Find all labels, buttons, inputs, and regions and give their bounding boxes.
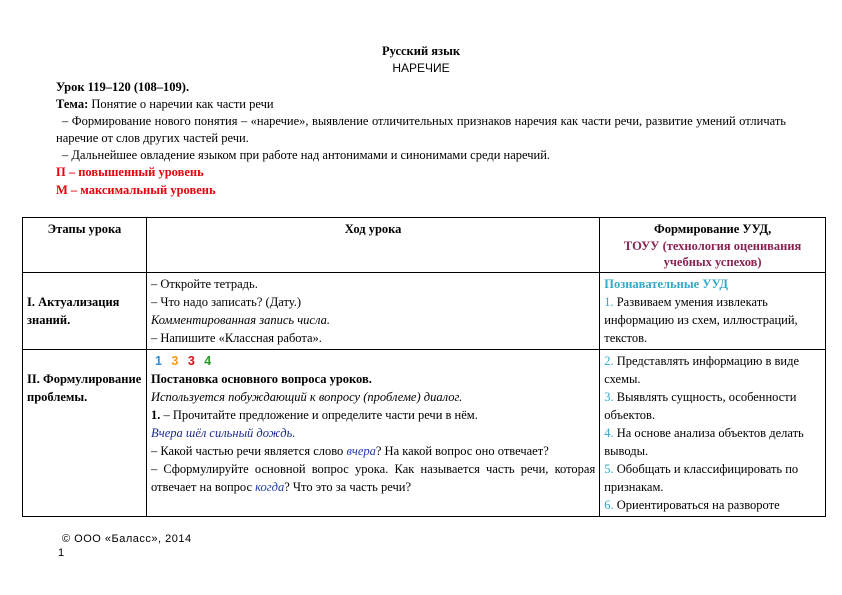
level-number: 4 — [204, 354, 215, 368]
uud-2 — [600, 350, 826, 517]
question-2-word: когда — [255, 480, 285, 494]
course-1-line: – Что надо записать? (Дату.) — [150, 295, 302, 309]
table-row — [23, 350, 826, 517]
header-stages: Этапы урока — [23, 218, 147, 273]
header-course: Ход урока — [146, 218, 599, 273]
header-uud — [600, 218, 826, 273]
table-row — [23, 273, 826, 350]
copyright: © ООО «Баласс», 2014 — [62, 533, 192, 545]
uud-num: 4. — [604, 426, 614, 440]
uud-num: 3. — [604, 390, 614, 404]
question-1: – Какой частью речи является слово — [150, 444, 347, 458]
course-2-line: Используется побуждающий к вопросу (проблеме) диалог. — [150, 390, 463, 404]
uud-subtitle: ТОУУ (технология оценивания учебных успехов) — [623, 239, 802, 269]
question-1-word: вчера — [346, 444, 376, 458]
course-2-line: – Прочитайте предложение и определите части речи в нём. — [160, 408, 478, 422]
level-number: 1 — [154, 354, 165, 368]
course-2-line: Постановка основного вопроса уроков. — [150, 372, 372, 386]
question-2: – Сформулируйте основной вопрос урока. Как называется часть речи, которая отвечает на вопрос — [150, 462, 596, 494]
course-1-line: – Напишите «Классная работа». — [150, 331, 322, 345]
uud-text: Развиваем умения извлекать информацию из схем, иллюстраций, текстов. — [604, 295, 798, 345]
stage-1: І. Актуализация знаний. — [23, 273, 147, 350]
uud-num: 1. — [604, 295, 614, 309]
question-2-end: ? Что это за часть речи? — [284, 480, 412, 494]
uud-title: Формирование УУД, — [653, 222, 772, 236]
question-1-end: ? На какой вопрос оно отвечает? — [375, 444, 549, 458]
theme-text: Понятие о наречии как части речи — [88, 97, 274, 111]
goal-2: – Дальнейшее овладение языком при работе над антонимами и синонимами среди наречий. — [62, 148, 551, 162]
uud-1-heading: Познавательные УУД — [604, 277, 728, 291]
lesson-number: Урок 119–120 (108–109). — [56, 80, 190, 94]
course-2 — [146, 350, 599, 517]
uud-num: 2. — [604, 354, 614, 368]
uud-text: Представлять информацию в виде схемы. — [604, 354, 800, 386]
course-1-line: Комментированная запись числа. — [150, 313, 330, 327]
lesson-theme — [56, 97, 274, 112]
level-m: М – максимальный уровень — [56, 183, 216, 197]
example-sentence: Вчера шёл сильный дождь. — [150, 426, 296, 440]
course-2-num: 1. — [150, 408, 161, 422]
uud-text: Выявлять сущность, особенности объектов. — [604, 390, 797, 422]
uud-num: 6. — [604, 498, 614, 512]
page-number: 1 — [58, 547, 65, 559]
goal-1: – Формирование нового понятия – «наречие», выявление отличительных признаков наречия как части речи, развитие умений отличать наречие от слов других частей речи. — [56, 114, 786, 145]
uud-num: 5. — [604, 462, 614, 476]
level-p: П – повышенный уровень — [56, 165, 204, 179]
subject-title: Русский язык — [381, 44, 461, 58]
uud-text: Обобщать и классифицировать по признакам. — [604, 462, 799, 494]
level-numbers — [151, 352, 595, 370]
uud-1 — [600, 273, 826, 350]
lesson-table — [22, 217, 826, 517]
uud-text: Ориентироваться на развороте — [613, 498, 780, 512]
table-header-row — [23, 218, 826, 273]
uud-text: На основе анализа объектов делать выводы. — [604, 426, 804, 458]
topic-title: НАРЕЧИЕ — [392, 61, 450, 75]
stage-2: ІІ. Формулирование проблемы. — [23, 350, 147, 517]
course-1-line: – Откройте тетрадь. — [150, 277, 258, 291]
theme-label: Тема: — [56, 97, 89, 111]
course-1 — [146, 273, 599, 350]
level-number: 3 — [187, 354, 198, 368]
level-number: 3 — [171, 354, 182, 368]
